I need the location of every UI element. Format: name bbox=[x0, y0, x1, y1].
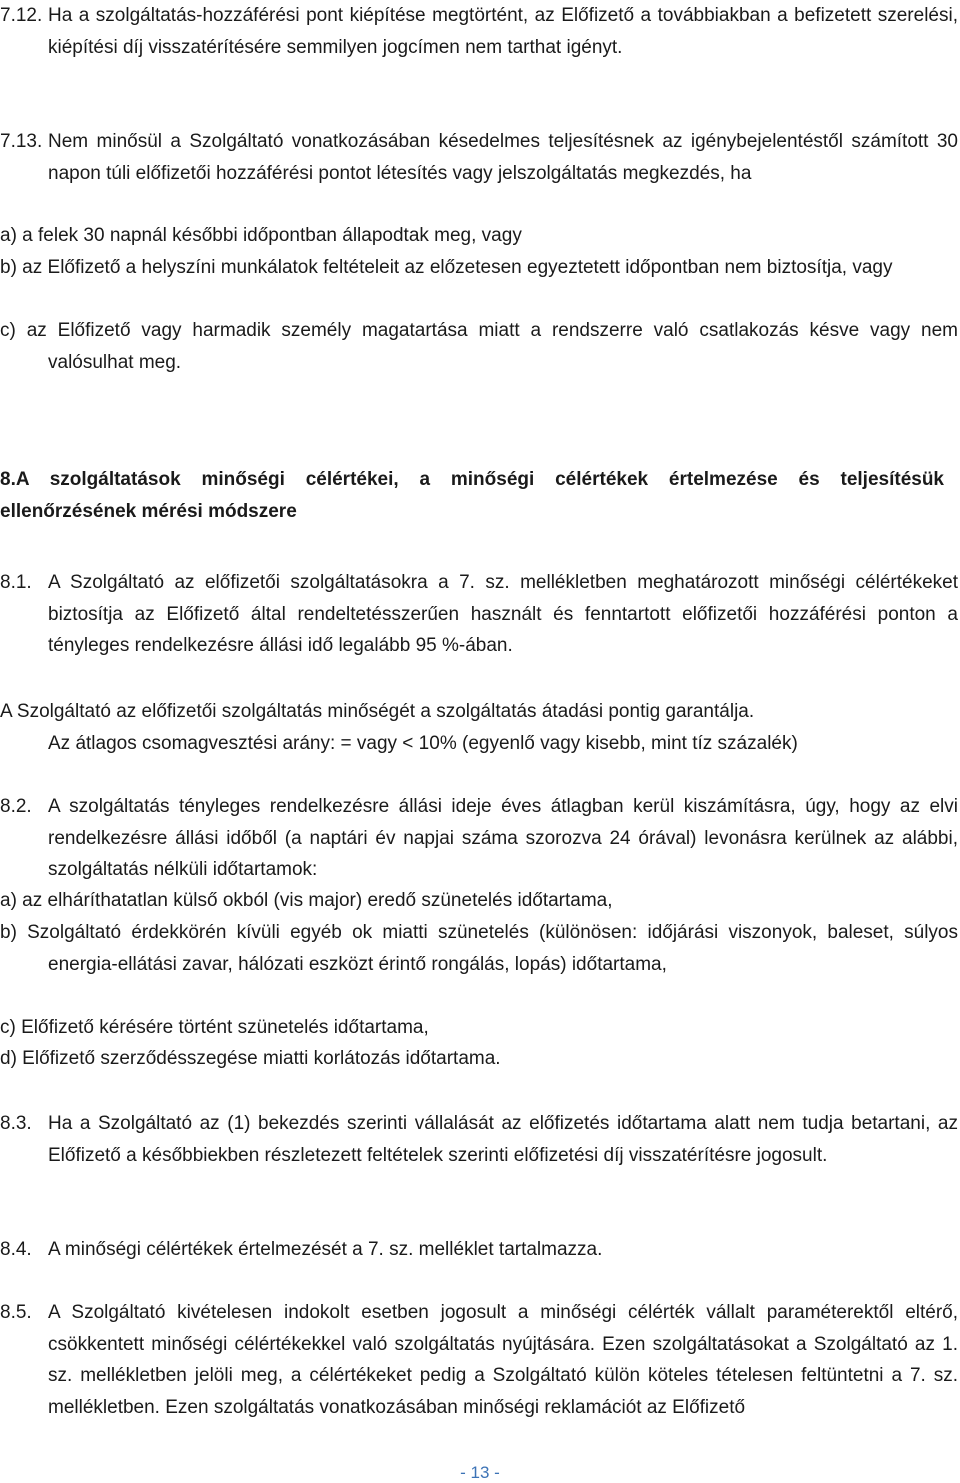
section-8-5 bbox=[0, 1297, 958, 1423]
list-item-b: b) az Előfizető a helyszíni munkálatok feltételeit az előzetesen egyeztetett időpontban nem biztosítja, vagy bbox=[0, 257, 893, 278]
section-8-3 bbox=[0, 1108, 958, 1171]
section-number: 7.12. bbox=[0, 5, 43, 26]
list-item-b: b) Szolgáltató érdekkörén kívüli egyéb ok miatti szünetelés (különösen: időjárási viszonyok, baleset, súlyos energia-ellátási zavar, hálózati eszközt érintő rongálás, lopás) időtartama, bbox=[0, 922, 958, 975]
section-8-1-text-2: A Szolgáltató az előfizetői szolgáltatás minőségét a szolgáltatás átadási pontig garantálja. bbox=[0, 701, 755, 722]
section-8-1 bbox=[0, 567, 958, 662]
section-text: Ha a szolgáltatás-hozzáférési pont kiépítése megtörtént, az Előfizető a továbbiakban a befizetett szerelési, kiépítési díj visszatérítésére semmilyen jogcímen nem tarthat igényt. bbox=[48, 5, 958, 58]
section-text: A Szolgáltató kivételesen indokolt esetben jogosult a minőségi célérték vállalt paraméterektől eltérő, csökkentett minőségi célértékekkel való szolgáltatás nyújtására. Ezen szolgáltatásokat a Szolgáltató az 1. sz. mellékletben jelöli meg, a célértékeket pedig a Szolgáltató külön köteles tételesen feltüntetni a 7. sz. mellékletben. Ezen szolgáltatás vonatkozásában minőségi reklamációt az Előfizető bbox=[48, 1302, 958, 1418]
list-item-a: a) az elháríthatatlan külső okból (vis major) eredő szünetelés időtartama, bbox=[0, 890, 613, 911]
section-title: A szolgáltatások minőségi célértékei, a minőségi célértékek értelmezése és teljesítésük ellenőrzésének mérési módszere bbox=[0, 469, 944, 522]
section-8-4 bbox=[0, 1234, 958, 1266]
section-8-heading bbox=[0, 464, 958, 527]
section-number: 8.1. bbox=[0, 572, 32, 593]
section-text: A minőségi célértékek értelmezését a 7. sz. melléklet tartalmazza. bbox=[48, 1239, 603, 1260]
section-text: A Szolgáltató az előfizetői szolgáltatásokra a 7. sz. mellékletben meghatározott minőségi célértékeket biztosítja az Előfizető által rendeltetésszerűen használt és fenntartott előfizetői hozzáférési ponton a tényleges rendelkezésre állási idő legalább 95 %-ában. bbox=[48, 572, 958, 656]
section-text: Nem minősül a Szolgáltató vonatkozásában késedelmes teljesítésnek az igénybejelentéstől számított 30 napon túli előfizetői hozzáférési pontot létesítés vagy jelszolgáltatás megkezdés, ha bbox=[48, 131, 958, 184]
section-text: Ha a Szolgáltató az (1) bekezdés szerinti vállalását az előfizetés időtartama alatt nem tudja betartani, az Előfizető a későbbiekben részletezett feltételek szerinti előfizetési díj visszatérítésre jogosult. bbox=[48, 1113, 958, 1166]
section-7-12 bbox=[0, 0, 958, 63]
section-number: 8.4. bbox=[0, 1239, 32, 1260]
section-8-1-text-3: Az átlagos csomagvesztési arány: = vagy < 10% (egyenlő vagy kisebb, mint tíz százalék) bbox=[48, 733, 798, 754]
section-text: A szolgáltatás tényleges rendelkezésre állási ideje éves átlagban kerül kiszámításra, úgy, hogy az elvi rendelkezésre állási időből (a naptári év napjai száma szorozva 24 órával) levonásra kerülnek az alábbi, szolgáltatás nélküli időtartamok: bbox=[48, 796, 958, 880]
list-item-c: c) az Előfizető vagy harmadik személy magatartása miatt a rendszerre való csatlakozás késve vagy nem valósulhat meg. bbox=[0, 320, 958, 373]
section-number: 8.2. bbox=[0, 796, 32, 817]
section-number: 8.3. bbox=[0, 1113, 32, 1134]
list-item-d: d) Előfizető szerződésszegése miatti korlátozás időtartama. bbox=[0, 1048, 501, 1069]
page-number: - 13 - bbox=[460, 1463, 500, 1482]
list-item-a: a) a felek 30 napnál későbbi időpontban állapodtak meg, vagy bbox=[0, 225, 522, 246]
section-7-13 bbox=[0, 126, 958, 189]
section-number: 8.5. bbox=[0, 1302, 32, 1323]
section-number: 7.13. bbox=[0, 131, 43, 152]
section-number: 8. bbox=[0, 469, 16, 490]
section-8-2 bbox=[0, 791, 958, 886]
list-item-c: c) Előfizető kérésére történt szünetelés időtartama, bbox=[0, 1017, 429, 1038]
